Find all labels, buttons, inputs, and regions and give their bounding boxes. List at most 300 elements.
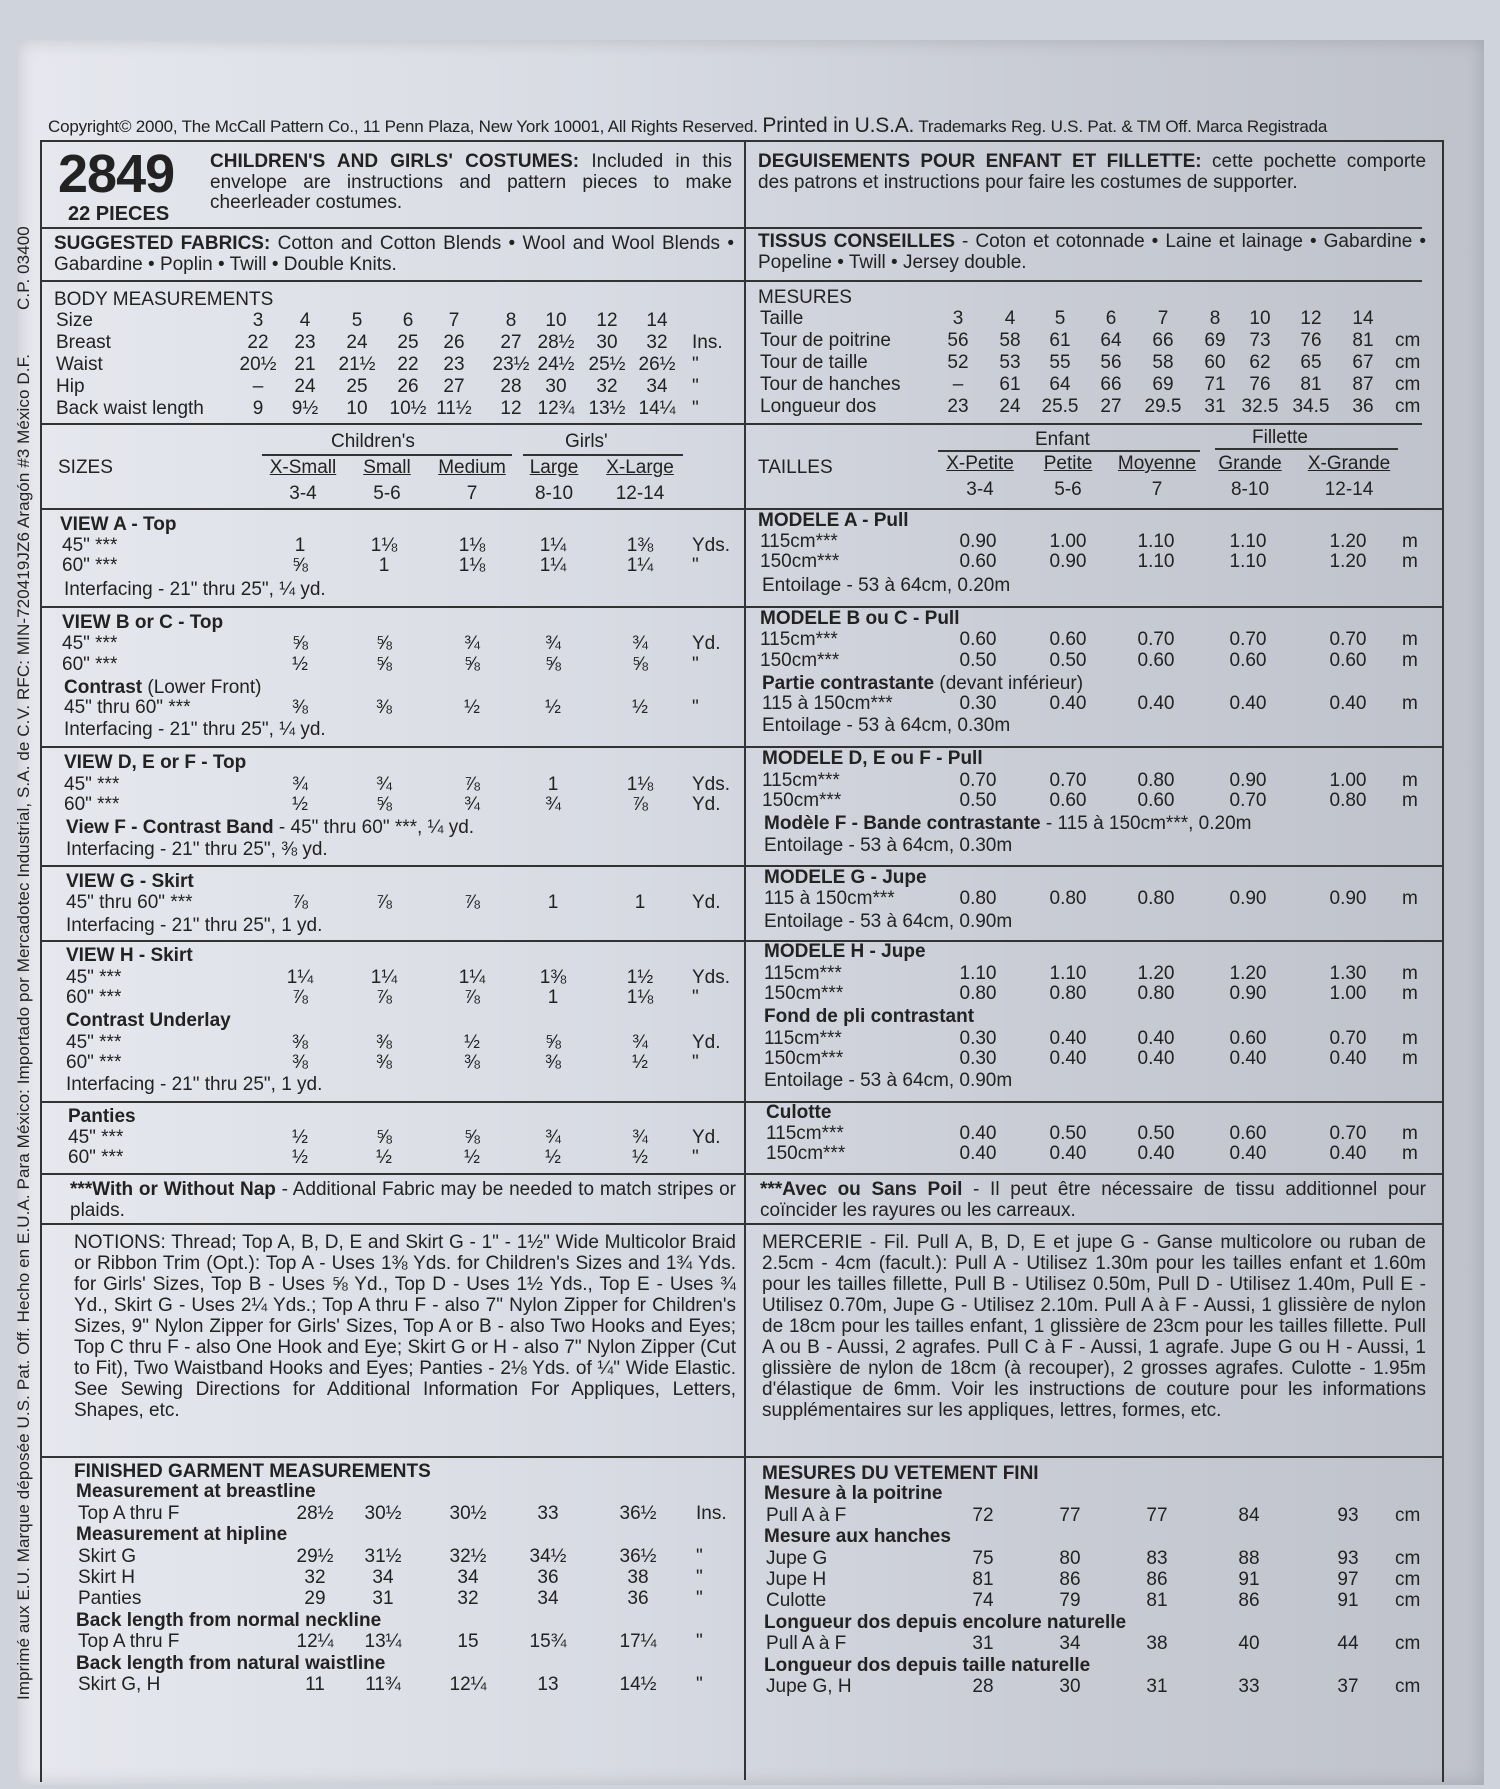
group-underline — [1215, 448, 1398, 450]
yardage-cell: 0.40 — [1049, 693, 1087, 714]
finished-subtitle: Measurement at hipline — [76, 1524, 288, 1545]
yardage-cell: 1.10 — [1229, 551, 1267, 572]
body-row-label: Tour de poitrine — [760, 330, 891, 351]
yardage-label: Skirt G, H — [78, 1674, 161, 1695]
body-cell: 14 — [646, 310, 668, 331]
yardage-cell: 0.40 — [1137, 1028, 1175, 1049]
yardage-cell: 0.40 — [1329, 1048, 1367, 1069]
interfacing-note: Entoilage - 53 à 64cm, 0.90m — [764, 1070, 1013, 1091]
interfacing-note: Entoilage - 53 à 64cm, 0.90m — [764, 911, 1013, 932]
interfacing-note: Interfacing - 21" thru 25", 1 yd. — [66, 915, 323, 936]
group-girls-fr: Fillette — [1252, 427, 1308, 448]
body-cell: 56 — [947, 330, 969, 351]
view-title: MODELE G - Jupe — [764, 867, 927, 888]
body-cell: 26½ — [638, 354, 676, 375]
body-cell: 5 — [1054, 308, 1066, 329]
yardage-cell: ½ — [292, 1127, 308, 1148]
body-cell: 81 — [1300, 374, 1322, 395]
yardage-label: 150cm*** — [760, 551, 840, 572]
yardage-cell: 81 — [1146, 1590, 1168, 1611]
group-children-fr: Enfant — [1035, 429, 1090, 450]
view-title: MODELE H - Jupe — [764, 941, 926, 962]
body-cell: 56 — [1100, 352, 1122, 373]
band-bold: Modèle F - Bande contrastante — [764, 813, 1041, 834]
yardage-cell: ⅝ — [464, 1127, 480, 1148]
yardage-label: 45" *** — [64, 774, 120, 795]
body-cell: 4 — [299, 310, 311, 331]
unit-label: m — [1402, 650, 1418, 671]
yardage-cell: 1⅛ — [370, 535, 398, 556]
body-cell: 67 — [1352, 352, 1374, 373]
interfacing-note: Entoilage - 53 à 64cm, 0.30m — [764, 835, 1013, 856]
unit-label: " — [696, 1674, 703, 1695]
yardage-label: Jupe G, H — [766, 1676, 852, 1697]
unit-label: " — [696, 1588, 703, 1609]
yardage-label: 45" *** — [62, 633, 118, 654]
yardage-cell: 0.40 — [1229, 1048, 1267, 1069]
body-cell: 27 — [500, 332, 522, 353]
yardage-cell: ⅜ — [292, 1032, 308, 1053]
interfacing-note: Interfacing - 21" thru 25", ⅜ yd. — [66, 839, 328, 860]
view-title: VIEW B or C - Top — [62, 612, 224, 633]
pieces-count: 22 PIECES — [68, 203, 170, 225]
body-row-label: Size — [56, 310, 93, 331]
unit-label: Yd. — [692, 1127, 721, 1148]
unit-label: cm — [1395, 1676, 1421, 1697]
yardage-cell: 12¼ — [296, 1631, 334, 1652]
yardage-cell: 72 — [972, 1505, 994, 1526]
body-cell: 11½ — [436, 398, 472, 419]
size-name: Moyenne — [1117, 453, 1197, 474]
interfacing-note: Interfacing - 21" thru 25", ¼ yd. — [64, 579, 326, 600]
yardage-cell: 0.70 — [959, 770, 997, 791]
group-girls-en: Girls' — [565, 431, 608, 452]
body-cell: 3 — [952, 308, 964, 329]
finished-subtitle: Mesure à la poitrine — [764, 1483, 943, 1504]
yardage-cell: 86 — [1238, 1590, 1260, 1611]
band-rest: - 45" thru 60" ***, ¼ yd. — [273, 817, 475, 838]
yardage-cell: 34 — [372, 1567, 394, 1588]
yardage-cell: 91 — [1337, 1590, 1359, 1611]
yardage-cell: ¾ — [545, 633, 561, 654]
view-title: MODELE D, E ou F - Pull — [762, 748, 983, 769]
yardage-cell: 0.50 — [959, 650, 997, 671]
copyright-text: Copyright© 2000, The McCall Pattern Co., 11 Penn Plaza, New York 10001, All Rights Reserved. — [48, 117, 758, 136]
rule — [40, 508, 1442, 510]
body-cell: 30 — [545, 376, 567, 397]
body-cell: 87 — [1352, 374, 1374, 395]
yardage-cell: 1¼ — [458, 967, 486, 988]
yardage-label: 115cm*** — [766, 1123, 844, 1144]
yardage-cell: 1.10 — [1137, 551, 1175, 572]
yardage-label: 60" *** — [62, 555, 118, 576]
yardage-cell: 1 — [547, 774, 559, 795]
yardage-label: Skirt H — [78, 1567, 135, 1588]
yardage-cell: 31 — [372, 1588, 394, 1609]
view-title: VIEW D, E or F - Top — [64, 752, 247, 773]
body-cell: 64 — [1049, 374, 1071, 395]
contrast-band-note — [66, 818, 474, 838]
notions-fr: MERCERIE - Fil. Pull A, B, D, E et jupe G - Ganse multicolore ou ruban de 2.5cm - 4cm (facult.): Pull A - Utilisez 1.30m pour les tailles enfant et 1.60m pour les tailles fillette, Pull B - Utilisez 0.50m, Pull D - Utilisez 1.40m, Pull E - Utilisez 0.70m, Jupe G - Utilisez 2.10m. Pull A à F - Aussi, 1 glissière de nylon de 18cm pour les tailles enfant, 1 glissière de 23cm pour les tailles fillette. Pull A ou B - Aussi, 2 agrafes. Pull C à F - Aussi, 1 agrafe. Jupe G ou H - Aussi, 1 glissière de nylon de 18cm (à recouper), 2 grosses agrafes. Culotte - 1.95m d'élastique de 6mm. Voir les instructions de couture pour les informations supplémentaires sur les appliques, lettres, formes, etc. — [762, 1232, 1426, 1421]
yardage-cell: 0.60 — [1329, 650, 1367, 671]
body-cell: 23 — [294, 332, 316, 353]
body-cell: 58 — [999, 330, 1021, 351]
size-name: Large — [529, 457, 579, 478]
unit-label: cm — [1395, 1569, 1421, 1590]
yardage-cell: 1.30 — [1329, 963, 1367, 984]
group-underline — [262, 454, 512, 456]
unit-label: m — [1402, 1028, 1418, 1049]
unit-label: " — [692, 654, 699, 675]
body-cell: 13½ — [588, 398, 626, 419]
rule — [40, 940, 1442, 942]
body-cell: 73 — [1249, 330, 1271, 351]
body-cell: 53 — [999, 352, 1021, 373]
yardage-cell: 29 — [304, 1588, 326, 1609]
size-range: 12-14 — [615, 483, 665, 504]
yardage-cell: 1 — [547, 987, 559, 1008]
body-cell: 23½ — [492, 354, 530, 375]
yardage-cell: 32½ — [449, 1546, 487, 1567]
yardage-cell: ⅜ — [376, 697, 392, 718]
yardage-cell: ¾ — [632, 633, 648, 654]
yardage-cell: 0.80 — [1137, 888, 1175, 909]
yardage-cell: 11 — [305, 1674, 325, 1695]
interfacing-note: Interfacing - 21" thru 25", 1 yd. — [66, 1074, 323, 1095]
sizes-label-fr: TAILLES — [758, 457, 833, 478]
yardage-label: 115cm*** — [760, 531, 838, 552]
yardage-cell: 0.60 — [1229, 650, 1267, 671]
yardage-cell: 38 — [627, 1567, 649, 1588]
size-range: 12-14 — [1324, 479, 1374, 500]
body-cell: 9 — [252, 398, 264, 419]
body-cell: 6 — [402, 310, 414, 331]
unit-label: cm — [1395, 1633, 1421, 1654]
yardage-cell: 1¼ — [539, 535, 567, 556]
yardage-cell: 12¼ — [449, 1674, 487, 1695]
size-range: 7 — [466, 483, 478, 504]
intro-fr: DEGUISEMENTS POUR ENFANT ET FILLETTE: cette pochette comporte des patrons et instructions pour faire les costumes de supporter. — [758, 151, 1427, 193]
yardage-cell: 84 — [1238, 1505, 1260, 1526]
yardage-cell: 44 — [1337, 1633, 1359, 1654]
unit-label: " — [692, 987, 699, 1008]
yardage-cell: ⅞ — [376, 892, 392, 913]
size-name: X-Petite — [946, 453, 1014, 474]
body-cell: 66 — [1152, 330, 1174, 351]
rule — [40, 1173, 1442, 1175]
yardage-cell: 30½ — [449, 1503, 487, 1524]
yardage-label: 60" *** — [62, 654, 118, 675]
body-cell: 27 — [1100, 396, 1122, 417]
yardage-label: 150cm*** — [764, 983, 844, 1004]
fabrics-en: SUGGESTED FABRICS: Cotton and Cotton Blends • Wool and Wool Blends • Gabardine • Poplin • Twill • Double Knits. — [54, 233, 734, 275]
unit-label: m — [1402, 629, 1418, 650]
yardage-cell: 88 — [1238, 1548, 1260, 1569]
yardage-cell: 36 — [627, 1588, 649, 1609]
nap-note-fr: ***Avec ou Sans Poil - Il peut être nécessaire de tissu additionnel pour coïncider les rayures ou les carreaux. — [760, 1179, 1426, 1221]
yardage-cell: ⅞ — [292, 892, 308, 913]
yardage-cell: ⅝ — [292, 633, 308, 654]
body-cell: 55 — [1049, 352, 1071, 373]
unit-label: cm — [1395, 1548, 1421, 1569]
yardage-cell: 0.40 — [1137, 1143, 1175, 1164]
yardage-cell: 1½ — [626, 967, 654, 988]
yardage-label: 115cm*** — [764, 1028, 842, 1049]
column-divider — [744, 140, 746, 1780]
view-title: Culotte — [766, 1102, 832, 1123]
view-title: VIEW G - Skirt — [66, 871, 194, 892]
yardage-cell: 0.50 — [1137, 1123, 1175, 1144]
yardage-cell: 74 — [972, 1590, 994, 1611]
yardage-cell: 1 — [634, 892, 646, 913]
underlay-title: Fond de pli contrastant — [764, 1006, 975, 1027]
fabrics-fr: TISSUS CONSEILLES - Coton et cotonnade • Laine et lainage • Gabardine • Popeline • Twill • Jersey double. — [758, 231, 1426, 273]
yardage-cell: 0.60 — [959, 551, 997, 572]
size-name: X-Grande — [1307, 453, 1391, 474]
yardage-cell: ⅜ — [292, 1052, 308, 1073]
body-cell: 7 — [1157, 308, 1169, 329]
yardage-cell: ⅜ — [376, 1032, 392, 1053]
rule — [40, 1223, 1442, 1225]
finished-title: FINISHED GARMENT MEASUREMENTS — [74, 1461, 431, 1482]
yardage-cell: 1⅛ — [458, 535, 486, 556]
yardage-cell: ¾ — [376, 774, 392, 795]
yardage-cell: ½ — [292, 1147, 308, 1168]
size-range: 8-10 — [1230, 479, 1270, 500]
yardage-cell: 93 — [1337, 1505, 1359, 1526]
yardage-cell: 13¼ — [364, 1631, 402, 1652]
unit-label: " — [696, 1631, 703, 1652]
yardage-cell: 1 — [547, 892, 559, 913]
body-cell: 60 — [1204, 352, 1226, 373]
yardage-cell: 0.80 — [1049, 888, 1087, 909]
copyright-line — [48, 114, 1327, 138]
yardage-cell: 30 — [1059, 1676, 1081, 1697]
yardage-cell: 83 — [1146, 1548, 1168, 1569]
pattern-number: 2849 — [58, 144, 175, 204]
body-row-label: Longueur dos — [760, 396, 877, 417]
view-title: VIEW A - Top — [60, 514, 177, 535]
body-cell: 14¼ — [638, 398, 676, 419]
body-cell: 5 — [351, 310, 363, 331]
size-name: Petite — [1043, 453, 1093, 474]
yardage-cell: ¾ — [632, 1127, 648, 1148]
body-cell: 65 — [1300, 352, 1322, 373]
yardage-cell: 0.40 — [1137, 1048, 1175, 1069]
yardage-cell: 1⅛ — [626, 774, 654, 795]
unit-label: cm — [1395, 1505, 1421, 1526]
yardage-cell: 0.30 — [959, 693, 997, 714]
body-cell: 64 — [1100, 330, 1122, 351]
yardage-cell: 28 — [972, 1676, 994, 1697]
body-cell: 7 — [448, 310, 460, 331]
body-cell: 29.5 — [1144, 396, 1182, 417]
body-cell: 58 — [1152, 352, 1174, 373]
unit-label: Yds. — [692, 535, 731, 556]
yardage-cell: ⅞ — [464, 987, 480, 1008]
yardage-cell: 0.40 — [959, 1143, 997, 1164]
rule — [40, 606, 1442, 608]
underlay-title: Contrast Underlay — [66, 1010, 231, 1031]
unit-label: " — [692, 354, 699, 375]
yardage-label: Panties — [78, 1588, 142, 1609]
yardage-cell: 29½ — [296, 1546, 334, 1567]
yardage-cell: 32 — [457, 1588, 479, 1609]
yardage-label: Skirt G — [78, 1546, 137, 1567]
yardage-label: 115 à 150cm*** — [764, 888, 895, 909]
sizes-label-en: SIZES — [58, 457, 113, 478]
yardage-cell: 0.70 — [1137, 629, 1175, 650]
yardage-cell: ¾ — [545, 1127, 561, 1148]
yardage-cell: ¾ — [464, 794, 480, 815]
size-name: Small — [363, 457, 411, 478]
yardage-cell: 40 — [1238, 1633, 1260, 1654]
contrast-label — [64, 678, 261, 698]
body-cell: 28½ — [537, 332, 575, 353]
yardage-cell: 1⅜ — [626, 535, 654, 556]
yardage-cell: ⅜ — [545, 1052, 561, 1073]
size-range: 7 — [1151, 479, 1163, 500]
unit-label: m — [1402, 693, 1418, 714]
finished-subtitle: Back length from normal neckline — [76, 1610, 382, 1631]
unit-label: Yd. — [692, 1032, 721, 1053]
yardage-cell: 31 — [972, 1633, 994, 1654]
body-cell: 8 — [505, 310, 517, 331]
yardage-cell: 1⅛ — [626, 987, 654, 1008]
body-cell: 12¾ — [537, 398, 575, 419]
unit-label: " — [692, 697, 699, 718]
size-name: Medium — [438, 457, 506, 478]
body-cell: 4 — [1004, 308, 1016, 329]
body-cell: 32 — [596, 376, 618, 397]
yardage-label: 45" thru 60" *** — [64, 697, 191, 718]
yardage-cell: ⅝ — [292, 555, 308, 576]
yardage-cell: 0.70 — [1229, 629, 1267, 650]
size-range: 3-4 — [966, 479, 994, 500]
yardage-cell: 0.60 — [1229, 1028, 1267, 1049]
yardage-cell: 33 — [1238, 1676, 1260, 1697]
yardage-cell: 0.40 — [1229, 693, 1267, 714]
yardage-cell: ⅝ — [632, 654, 648, 675]
rule — [40, 865, 1442, 867]
yardage-cell: ⅝ — [545, 1032, 561, 1053]
yardage-cell: 1.20 — [1329, 531, 1367, 552]
contrast-label — [762, 674, 1083, 694]
group-underline — [938, 450, 1200, 452]
body-cell: 27 — [443, 376, 465, 397]
yardage-cell: 86 — [1059, 1569, 1081, 1590]
body-row-label: Breast — [56, 332, 111, 353]
yardage-cell: 1¼ — [539, 555, 567, 576]
body-cell: 21½ — [338, 354, 376, 375]
yardage-cell: 0.80 — [1329, 790, 1367, 811]
band-bold: View F - Contrast Band — [66, 817, 274, 838]
interfacing-note: Entoilage - 53 à 64cm, 0.30m — [762, 715, 1011, 736]
unit-label: Yd. — [692, 892, 721, 913]
unit-label: m — [1402, 790, 1418, 811]
body-cell: 14 — [1352, 308, 1374, 329]
yardage-label: 60" *** — [66, 1052, 122, 1073]
yardage-cell: ⅝ — [376, 633, 392, 654]
side-legal-text — [14, 160, 34, 1700]
unit-label: " — [692, 1147, 699, 1168]
yardage-cell: 1.00 — [1049, 531, 1087, 552]
body-row-label: Hip — [56, 376, 85, 397]
body-cell: – — [252, 376, 264, 397]
yardage-cell: 34 — [537, 1588, 559, 1609]
yardage-cell: ⅝ — [376, 794, 392, 815]
yardage-label: 115cm*** — [762, 770, 840, 791]
body-cell: 24½ — [537, 354, 575, 375]
yardage-cell: ⅞ — [292, 987, 308, 1008]
body-cell: 81 — [1352, 330, 1374, 351]
yardage-cell: ¾ — [632, 1032, 648, 1053]
unit-label: m — [1402, 551, 1418, 572]
band-rest: - 115 à 150cm***, 0.20m — [1040, 813, 1252, 834]
body-cell: 25 — [397, 332, 419, 353]
body-cell: 71 — [1204, 374, 1226, 395]
yardage-cell: 36 — [537, 1567, 559, 1588]
yardage-cell: ½ — [464, 1032, 480, 1053]
size-name: Grande — [1218, 453, 1282, 474]
body-cell: 24 — [294, 376, 316, 397]
yardage-cell: 13 — [537, 1674, 559, 1695]
view-title: MODELE A - Pull — [758, 510, 909, 531]
yardage-cell: 1.10 — [1229, 531, 1267, 552]
size-range: 3-4 — [289, 483, 317, 504]
unit-label: m — [1402, 983, 1418, 1004]
yardage-cell: ⅞ — [464, 774, 480, 795]
interfacing-note: Interfacing - 21" thru 25", ¼ yd. — [64, 719, 326, 740]
body-cell: 34 — [646, 376, 668, 397]
yardage-cell: 15 — [457, 1631, 479, 1652]
unit-label: " — [692, 398, 699, 419]
yardage-cell: 0.40 — [1329, 693, 1367, 714]
unit-label: m — [1402, 531, 1418, 552]
body-cell: 22 — [397, 354, 419, 375]
yardage-label: 60" *** — [64, 794, 120, 815]
yardage-cell: 1.00 — [1329, 770, 1367, 791]
yardage-cell: 80 — [1059, 1548, 1081, 1569]
body-row-label: Tour de hanches — [760, 374, 901, 395]
yardage-cell: 81 — [972, 1569, 994, 1590]
yardage-label: Pull A à F — [766, 1505, 847, 1526]
yardage-cell: 28½ — [296, 1503, 334, 1524]
size-range: 8-10 — [534, 483, 574, 504]
yardage-label: Top A thru F — [78, 1631, 180, 1652]
yardage-cell: 0.50 — [1049, 1123, 1087, 1144]
yardage-cell: 77 — [1146, 1505, 1168, 1526]
size-range: 5-6 — [1054, 479, 1082, 500]
yardage-label: Jupe H — [766, 1569, 827, 1590]
body-cell: 69 — [1204, 330, 1226, 351]
yardage-label: 45" *** — [66, 967, 122, 988]
yardage-cell: 1.10 — [1137, 531, 1175, 552]
yardage-cell: 0.40 — [1229, 1143, 1267, 1164]
view-title: VIEW H - Skirt — [66, 945, 193, 966]
finished-subtitle: Measurement at breastline — [76, 1481, 316, 1502]
group-children-en: Children's — [331, 431, 415, 452]
yardage-cell: 75 — [972, 1548, 994, 1569]
rule — [40, 746, 1442, 748]
yardage-cell: ⅝ — [464, 654, 480, 675]
body-cell: 61 — [1049, 330, 1071, 351]
unit-label: m — [1402, 888, 1418, 909]
yardage-cell: 14½ — [619, 1674, 657, 1695]
body-cell: 69 — [1152, 374, 1174, 395]
unit-label: m — [1402, 1123, 1418, 1144]
yardage-cell: 1⅜ — [539, 967, 567, 988]
